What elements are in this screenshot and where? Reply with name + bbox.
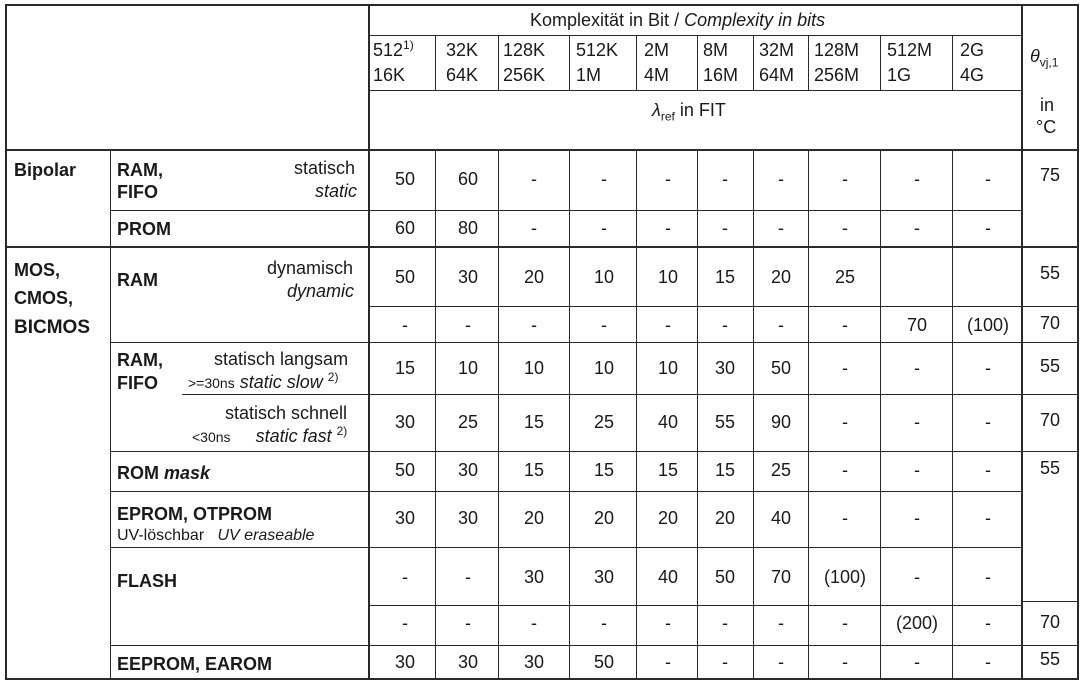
value-cell: - <box>531 218 537 238</box>
value-cell: - <box>985 508 991 528</box>
label-statisch-langsam: statisch langsam <box>214 349 349 369</box>
theta-heading: $\theta_{vj,1}$ <box>1030 46 1059 70</box>
col-head-1g: 1G <box>887 65 912 85</box>
value-cell: - <box>402 613 408 633</box>
value-cell: 15 <box>593 460 615 480</box>
col-head-512k: 512K <box>576 40 619 60</box>
value-cell: 10 <box>593 267 615 287</box>
rule-row <box>110 645 1078 646</box>
value-cell: - <box>531 613 537 633</box>
label-uv: UV-löschbar UV eraseable <box>117 527 315 544</box>
value-cell: 40 <box>657 412 679 432</box>
col-head-2g: 2G <box>960 40 985 60</box>
value-cell: - <box>914 412 920 432</box>
value-cell: - <box>722 315 728 335</box>
value-cell: - <box>914 567 920 587</box>
value-cell: - <box>601 218 607 238</box>
value-cell: 20 <box>714 508 736 528</box>
value-cell: - <box>842 315 848 335</box>
value-cell: 30 <box>394 412 416 432</box>
col-head-4g: 4G <box>960 65 985 85</box>
rule-col <box>880 36 881 90</box>
value-cell: 30 <box>457 267 479 287</box>
value-cell: 10 <box>523 358 545 378</box>
col-head-16k: 16K <box>373 65 406 85</box>
col-head-512m: 512M <box>887 40 933 60</box>
value-cell: - <box>842 613 848 633</box>
value-cell: - <box>985 613 991 633</box>
theta-cell: 75 <box>1039 165 1061 185</box>
value-cell: - <box>842 652 848 672</box>
value-cell: - <box>914 218 920 238</box>
value-cell: 25 <box>770 460 792 480</box>
value-cell: - <box>985 218 991 238</box>
label-static-fast: <30ns static fast $^{2)}$ <box>192 424 348 446</box>
label-eeprom: EEPROM, EAROM <box>117 654 273 674</box>
theta-cell: 70 <box>1039 612 1061 632</box>
col-head-16m: 16M <box>703 65 739 85</box>
col-head-32m: 32M <box>759 40 795 60</box>
value-cell: 20 <box>657 508 679 528</box>
value-cell: 15 <box>714 460 736 480</box>
value-cell: - <box>531 169 537 189</box>
value-cell: - <box>985 169 991 189</box>
value-cell: - <box>778 613 784 633</box>
value-cell: - <box>778 652 784 672</box>
theta-cell: 55 <box>1039 649 1061 669</box>
value-cell: (100) <box>966 315 1010 335</box>
value-cell: - <box>722 169 728 189</box>
rule-col-theta <box>1021 4 1023 680</box>
rule-col <box>498 36 499 90</box>
value-cell: 30 <box>523 652 545 672</box>
value-cell: 10 <box>657 358 679 378</box>
value-cell: 30 <box>394 508 416 528</box>
label-eprom: EPROM, OTPROM <box>117 504 273 524</box>
col-head-128m: 128M <box>814 40 860 60</box>
rule-row <box>369 605 1022 606</box>
value-cell: (100) <box>823 567 867 587</box>
value-cell: - <box>665 169 671 189</box>
value-cell: - <box>601 169 607 189</box>
value-cell: 20 <box>523 508 545 528</box>
col-head-512: 512$^{1)}$ <box>373 38 414 60</box>
value-cell: - <box>531 315 537 335</box>
theta-cell: 55 <box>1039 263 1061 283</box>
value-cell: - <box>722 218 728 238</box>
rule-group <box>5 246 1079 248</box>
value-cell: - <box>665 652 671 672</box>
value-cell: - <box>985 358 991 378</box>
value-cell: 25 <box>457 412 479 432</box>
label-dynamisch: dynamisch <box>267 258 354 278</box>
value-cell: - <box>778 218 784 238</box>
value-cell: 50 <box>593 652 615 672</box>
value-cell: 15 <box>394 358 416 378</box>
value-cell: - <box>665 315 671 335</box>
value-cell: 60 <box>457 169 479 189</box>
group-mos: MOS, <box>14 260 61 280</box>
label-mos-ram: RAM <box>117 270 158 290</box>
value-cell: - <box>402 567 408 587</box>
label-statisch: statisch <box>294 158 356 178</box>
value-cell: 20 <box>770 267 792 287</box>
label-bipolar-ram: RAM, <box>117 160 163 180</box>
theta-cell: 55 <box>1039 356 1061 376</box>
rule-col <box>435 36 436 90</box>
complexity-heading: Komplexität in Bit / Complexity in bits <box>530 10 826 30</box>
value-cell: - <box>842 412 848 432</box>
value-cell: 15 <box>657 460 679 480</box>
rule-col <box>435 150 436 680</box>
value-cell: - <box>985 460 991 480</box>
rule-row <box>1022 601 1078 602</box>
label-rom-mask: ROM mask <box>117 463 211 483</box>
value-cell: 50 <box>714 567 736 587</box>
rule-col <box>569 150 570 680</box>
value-cell: - <box>665 218 671 238</box>
label-mos-ram-fifo-1: RAM, <box>117 350 163 370</box>
col-head-128k: 128K <box>503 40 546 60</box>
col-head-32k: 32K <box>446 40 479 60</box>
value-cell: 25 <box>834 267 856 287</box>
rule-top <box>5 4 1079 6</box>
rule-header-2 <box>369 90 1022 91</box>
rule-col <box>952 36 953 90</box>
value-cell: 20 <box>523 267 545 287</box>
col-head-256k: 256K <box>503 65 546 85</box>
value-cell: 40 <box>770 508 792 528</box>
rule-row <box>110 547 1022 548</box>
value-cell: 80 <box>457 218 479 238</box>
value-cell: 50 <box>770 358 792 378</box>
rule-col <box>636 150 637 680</box>
value-cell: 30 <box>457 508 479 528</box>
value-cell: 90 <box>770 412 792 432</box>
label-dynamic: dynamic <box>287 281 355 301</box>
rule-col <box>753 36 754 90</box>
value-cell: - <box>665 613 671 633</box>
value-cell: 15 <box>523 412 545 432</box>
value-cell: - <box>842 358 848 378</box>
value-cell: - <box>914 460 920 480</box>
col-head-64m: 64M <box>759 65 795 85</box>
rule-col <box>569 36 570 90</box>
value-cell: - <box>914 358 920 378</box>
group-cmos: CMOS, <box>14 288 74 308</box>
rule-col-values <box>368 4 370 680</box>
value-cell: 10 <box>657 267 679 287</box>
value-cell: - <box>778 169 784 189</box>
rule-row <box>110 342 1078 343</box>
value-cell: 20 <box>593 508 615 528</box>
rule-col <box>636 36 637 90</box>
value-cell: 30 <box>593 567 615 587</box>
rule-col <box>880 150 881 680</box>
value-cell: - <box>722 613 728 633</box>
col-head-1m: 1M <box>576 65 602 85</box>
value-cell: 60 <box>394 218 416 238</box>
rule-header-bottom <box>5 149 1079 151</box>
lambda-heading: $\lambda_{ref}$ in FIT <box>652 100 726 124</box>
value-cell: - <box>601 315 607 335</box>
label-flash: FLASH <box>117 571 177 591</box>
theta-unit-celsius: °C <box>1036 117 1057 137</box>
rule-col <box>498 150 499 680</box>
value-cell: - <box>842 460 848 480</box>
value-cell: - <box>465 613 471 633</box>
value-cell: 10 <box>457 358 479 378</box>
label-static-slow: >=30ns static slow $^{2)}$ <box>188 370 339 392</box>
value-cell: 10 <box>593 358 615 378</box>
group-bicmos: BICMOS <box>14 317 90 338</box>
group-bipolar: Bipolar <box>14 160 77 180</box>
theta-cell: 70 <box>1039 410 1061 430</box>
value-cell: 50 <box>394 169 416 189</box>
value-cell: - <box>402 315 408 335</box>
value-cell: - <box>985 412 991 432</box>
rule-col <box>952 150 953 680</box>
rule-row <box>110 451 1078 452</box>
label-mos-ram-fifo-2: FIFO <box>117 373 158 393</box>
label-prom: PROM <box>117 219 171 239</box>
col-head-8m: 8M <box>703 40 729 60</box>
value-cell: - <box>985 567 991 587</box>
rule-col-label <box>110 150 111 680</box>
value-cell: (200) <box>895 613 939 633</box>
col-head-256m: 256M <box>814 65 860 85</box>
rule-row <box>182 394 368 395</box>
value-cell: 15 <box>523 460 545 480</box>
value-cell: - <box>465 567 471 587</box>
rule-row <box>110 210 1022 211</box>
rule-row <box>1022 306 1078 307</box>
rule-row <box>369 394 1078 395</box>
label-statisch-schnell: statisch schnell <box>225 403 348 423</box>
rule-row <box>110 491 1022 492</box>
value-cell: - <box>465 315 471 335</box>
value-cell: 70 <box>906 315 928 335</box>
value-cell: 30 <box>523 567 545 587</box>
value-cell: 55 <box>714 412 736 432</box>
value-cell: - <box>778 315 784 335</box>
theta-unit-in: in <box>1040 95 1055 115</box>
value-cell: - <box>601 613 607 633</box>
rule-col <box>808 36 809 90</box>
col-head-4m: 4M <box>644 65 670 85</box>
value-cell: - <box>985 652 991 672</box>
rule-left <box>5 4 7 680</box>
value-cell: 50 <box>394 460 416 480</box>
value-cell: 50 <box>394 267 416 287</box>
value-cell: 30 <box>714 358 736 378</box>
label-bipolar-fifo: FIFO <box>117 182 158 202</box>
col-head-64k: 64K <box>446 65 479 85</box>
value-cell: - <box>914 652 920 672</box>
rule-col <box>697 36 698 90</box>
rule-row <box>369 306 1022 307</box>
value-cell: - <box>914 508 920 528</box>
value-cell: - <box>842 169 848 189</box>
rule-bottom <box>5 678 1079 680</box>
col-head-2m: 2M <box>644 40 670 60</box>
value-cell: - <box>842 218 848 238</box>
value-cell: - <box>914 169 920 189</box>
value-cell: - <box>842 508 848 528</box>
label-static: static <box>315 181 358 201</box>
rule-header-1 <box>369 35 1022 36</box>
value-cell: 15 <box>714 267 736 287</box>
theta-cell: 70 <box>1039 313 1061 333</box>
value-cell: 30 <box>457 460 479 480</box>
value-cell: 25 <box>593 412 615 432</box>
theta-cell: 55 <box>1039 458 1061 478</box>
value-cell: 70 <box>770 567 792 587</box>
value-cell: 30 <box>457 652 479 672</box>
value-cell: 30 <box>394 652 416 672</box>
value-cell: 40 <box>657 567 679 587</box>
value-cell: - <box>722 652 728 672</box>
